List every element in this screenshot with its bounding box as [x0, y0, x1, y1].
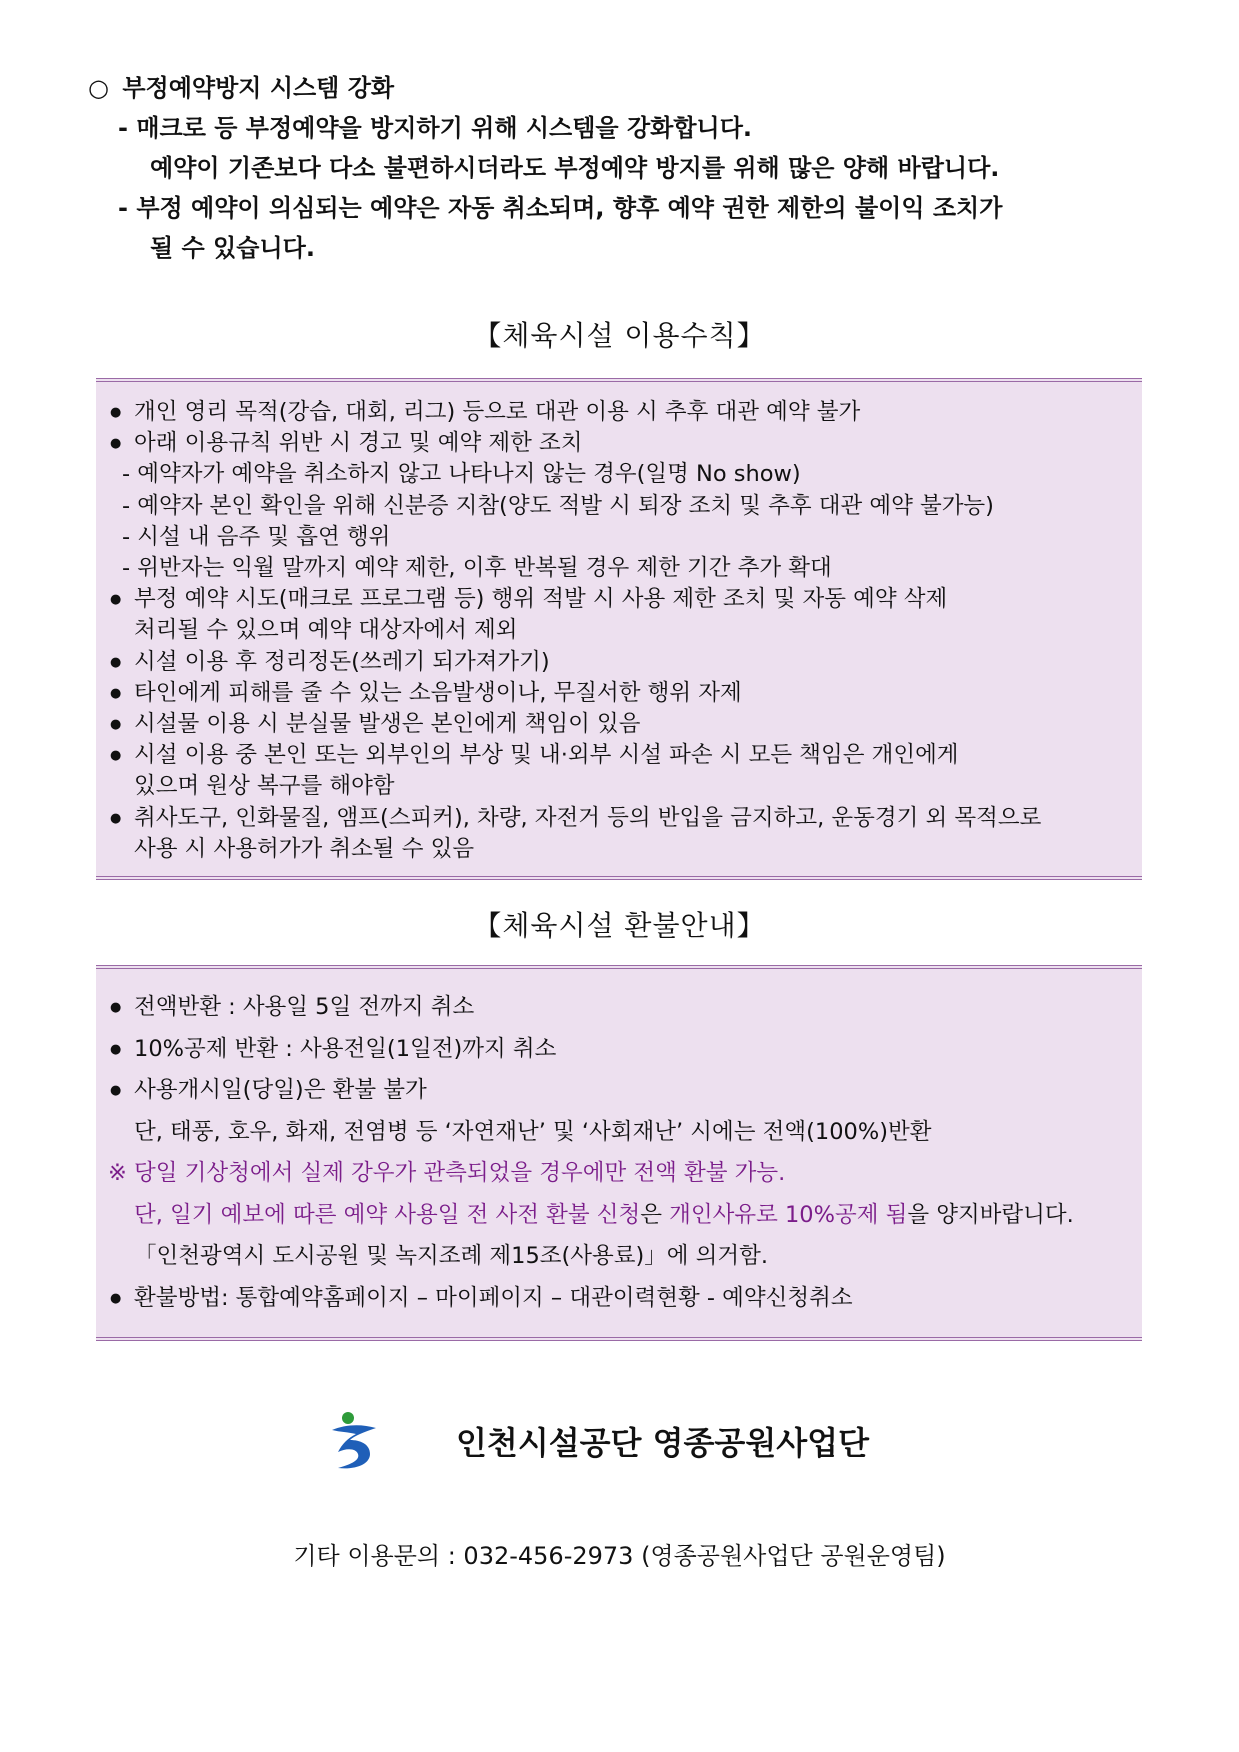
rule-line: ● 아래 이용규칙 위반 시 경고 및 예약 제한 조치 [108, 428, 1142, 459]
rule-line: ● 취사도구, 인화물질, 앰프(스피커), 차량, 자전거 등의 반입을 금지하고, 운동경기 외 목적으로 [108, 803, 1142, 834]
circle-marker-icon: ○ [88, 74, 109, 102]
refund-sameday: ● 사용개시일(당일)은 환불 불가 [108, 1070, 1142, 1112]
notice-item-1-line-1: 매크로 등 부정예약을 방지하기 위해 시스템을 강화합니다. [136, 114, 752, 142]
rules-title: 【체육시설 이용수칙】 [473, 319, 766, 352]
notice-item-2 [88, 188, 1188, 228]
rule-line: ● 개인 영리 목적(강습, 대회, 리그) 등으로 대관 이용 시 추후 대관 예약 불가 [108, 397, 1142, 428]
rule-continuation: 있으며 원상 복구를 해야함 [134, 773, 395, 800]
refund-full: ● 전액반환 : 사용일 5일 전까지 취소 [108, 987, 1142, 1029]
rule-line: ● 타인에게 피해를 줄 수 있는 소음발생이나, 무질서한 행위 자제 [108, 678, 1142, 709]
refund-title: 【체육시설 환불안내】 [473, 909, 766, 942]
rule-continuation: 사용 시 사용허가가 취소될 수 있음 [134, 835, 475, 862]
rules-box [96, 378, 1142, 880]
dash-marker: - [118, 114, 128, 142]
refund-note-1: ※ 당일 기상청에서 실제 강우가 관측되었을 경우에만 전액 환불 가능. [108, 1160, 786, 1186]
refund-note-2-c: 개인사유로 10%공제 됨 [669, 1201, 908, 1228]
notice-item-2-line-2: 될 수 있습니다. [150, 234, 315, 262]
rule-continuation: 처리될 수 있으며 예약 대상자에서 제외 [134, 617, 518, 644]
rule-subline: - 시설 내 음주 및 흡연 행위 [122, 523, 391, 550]
refund-note-2-a: 단, 일기 예보에 따른 예약 사용일 전 사전 환불 신청 [134, 1201, 641, 1228]
notice-section [88, 68, 1188, 268]
rule-subline: - 예약자 본인 확인을 위해 신분증 지참(양도 적발 시 퇴장 조치 및 추후 대관 예약 불가능) [122, 492, 994, 519]
rule-subline: - 예약자가 예약을 취소하지 않고 나타나지 않는 경우(일명 No show) [122, 461, 801, 488]
dash-marker: - [118, 194, 128, 222]
rule-line: ● 부정 예약 시도(매크로 프로그램 등) 행위 적발 시 사용 제한 조치 및 자동 예약 삭제 [108, 584, 1142, 615]
notice-item-1-line-2: 예약이 기존보다 다소 불편하시더라도 부정예약 방지를 위해 많은 양해 바랍니다. [150, 154, 1000, 182]
notice-item-1 [88, 108, 1188, 148]
refund-note-2-d: 을 양지바랍니다. [907, 1201, 1074, 1228]
rule-line: ● 시설 이용 후 정리정돈(쓰레기 되가져가기) [108, 647, 1142, 678]
rule-line: ● 시설물 이용 시 분실물 발생은 본인에게 책임이 있음 [108, 709, 1142, 740]
notice-heading: 부정예약방지 시스템 강화 [122, 74, 395, 102]
refund-method: ● 환불방법: 통합예약홈페이지 – 마이페이지 – 대관이력현황 - 예약신청취소 [108, 1278, 1142, 1320]
refund-partial: ● 10%공제 반환 : 사용전일(1일전)까지 취소 [108, 1029, 1142, 1071]
contact-info: 기타 이용문의 : 032-456-2973 (영종공원사업단 공원운영팀) [293, 1542, 946, 1570]
refund-box [96, 965, 1142, 1341]
refund-note-2-b: 은 [640, 1201, 670, 1228]
rule-subline: - 위반자는 익월 말까지 예약 제한, 이후 반복될 경우 제한 기간 추가 확대 [122, 555, 832, 582]
refund-ordinance: 「인천광역시 도시공원 및 녹지조례 제15조(사용료)」에 의거함. [134, 1243, 769, 1269]
notice-heading-row [88, 68, 1188, 108]
rule-line: ● 시설 이용 중 본인 또는 외부인의 부상 및 내·외부 시설 파손 시 모든 책임은 개인에게 [108, 740, 1142, 771]
org-logo-icon [326, 1410, 382, 1472]
refund-note-2 [108, 1195, 1142, 1237]
refund-disaster: 단, 태풍, 호우, 화재, 전염병 등 ‘자연재난’ 및 ‘사회재난’ 시에는 전액(100%)반환 [134, 1118, 932, 1145]
org-name: 인천시설공단 영종공원사업단 [456, 1424, 869, 1462]
notice-item-2-line-1: 부정 예약이 의심되는 예약은 자동 취소되며, 향후 예약 권한 제한의 불이익 조치가 [136, 194, 1003, 222]
org-logo-svg [326, 1410, 382, 1472]
